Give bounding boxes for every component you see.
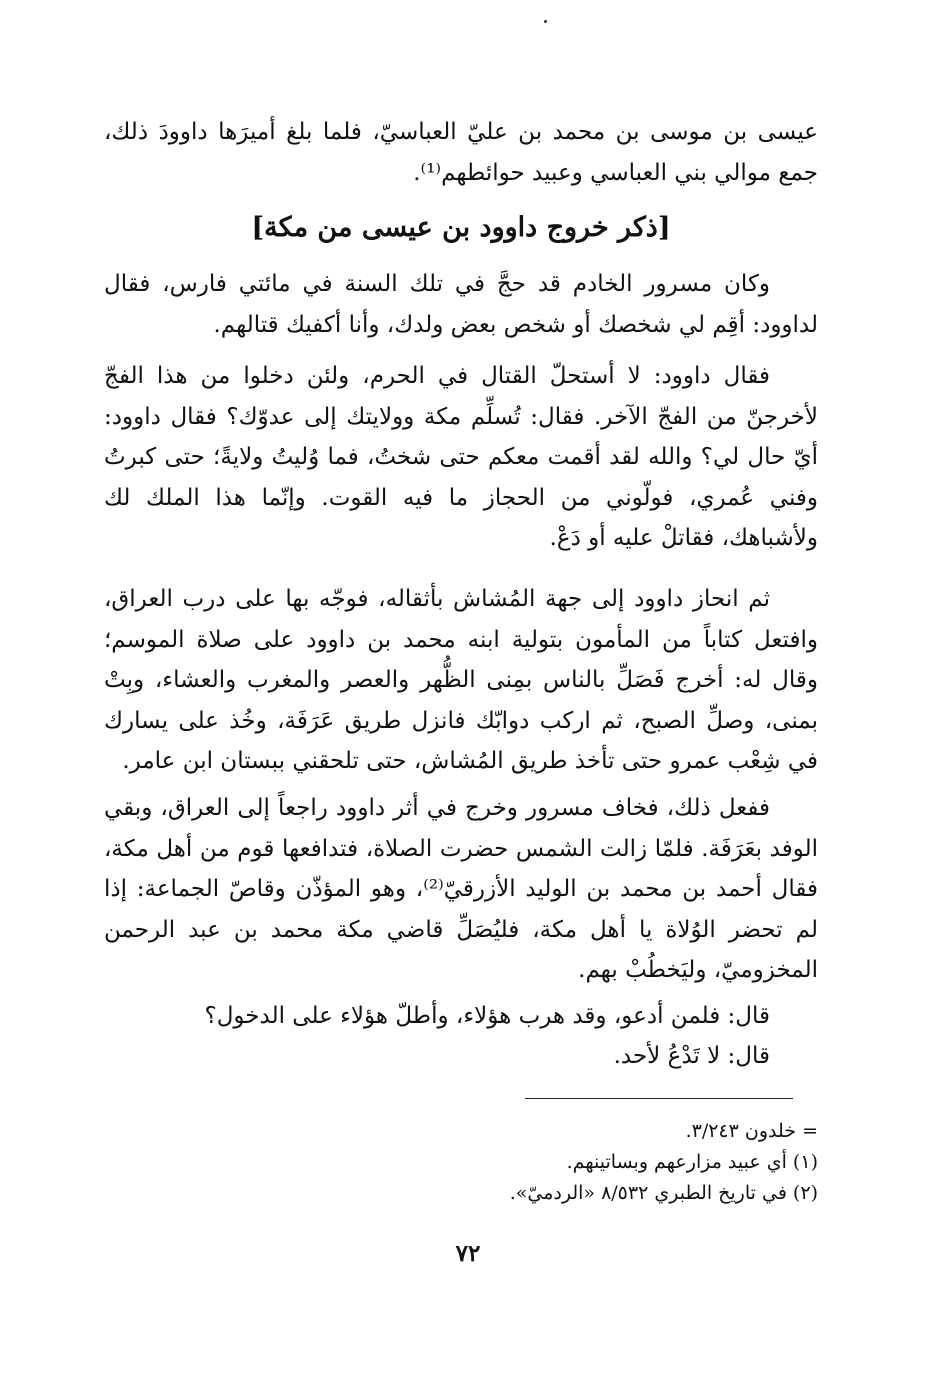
page-speck (544, 20, 547, 23)
paragraph-4: ففعل ذلك، فخاف مسرور وخرج في أثر داوود راجعاً إلى العراق، وبقي الوفد بعَرَفَة. فلمّا زالت الشمس حضرت الصلاة، فتدافعها قوم من أهل مكة، فقال أحمد بن محمد بن الوليد الأزرقيّ⁽²⁾، وهو المؤذّن وقاصّ الجماعة: إذا لم تحضر الوُلاة يا أهل مكة، فليُصَلِّ قاضي مكة محمد بن عبد الرحمن المخزوميّ، وليَخطُبْ بهم. (104, 795, 818, 983)
paragraph-2: فقال داوود: لا أستحلّ القتال في الحرم، ولئن دخلوا من هذا الفجّ لأخرجنّ من الفجّ الآخر. فقال: تُسلِّم مكة وولايتك إلى عدوّك؟ فقال داوود: أيّ حال لي؟ والله لقد أقمت معكم حتى شختُ، فما وُليتُ ولايةً؛ حتى كبرتُ وفني عُمري، فولّوني من الحجاز ما فيه القوت. وإنّما هذا الملك لك ولأشباهك، فقاتلْ عليه أو دَعْ. (104, 363, 818, 551)
section-heading: [ذكر خروج داوود بن عيسى من مكة] (251, 212, 671, 243)
footnote-divider (525, 1098, 793, 1099)
page-number: ٧٢ (455, 1240, 481, 1267)
footnote-continuation: = خلدون ٣/٢٤٣. (685, 1120, 818, 1142)
footnote-2: (٢) في تاريخ الطبري ٨/٥٣٢ «الردميّ». (509, 1182, 818, 1204)
dialog-line-2: قال: لا تَدْعُ لأحد. (613, 1043, 770, 1069)
paragraph-3: ثم انحاز داوود إلى جهة المُشاش بأثقاله، فوجّه بها على درب العراق، وافتعل كتاباً من المأمون بتولية ابنه محمد بن داوود على صلاة الموسم؛ وقال له: أخرج فَصَلِّ بالناس بمِنى الظُّهر والعصر والمغرب والعشاء، وبِتْ بمنى، وصلِّ الصبح، ثم اركب دوابّك فانزل طريق عَرَفَة، وخُذ على يسارك في شِعْب عمرو حتى تأخذ طريق المُشاش، حتى تلحقني ببستان ابن عامر. (104, 586, 818, 774)
intro-paragraph: عيسى بن موسى بن محمد بن عليّ العباسيّ، فلما بلغ أميرَها داوودَ ذلك، جمع موالي بني العباسي وعبيد حوائطهم⁽¹⁾. (104, 119, 818, 186)
paragraph-1: وكان مسرور الخادم قد حجَّ في تلك السنة في مائتي فارس، فقال لداوود: أقِم لي شخصك أو شخص بعض ولدك، وأنا أكفيك قتالهم. (104, 271, 818, 338)
footnote-1: (١) أي عبيد مزارعهم وبساتينهم. (566, 1151, 818, 1173)
dialog-line-1: قال: فلمن أدعو، وقد هرب هؤلاء، وأطلّ هؤلاء على الدخول؟ (204, 1003, 770, 1029)
footnotes (104, 1116, 818, 1209)
